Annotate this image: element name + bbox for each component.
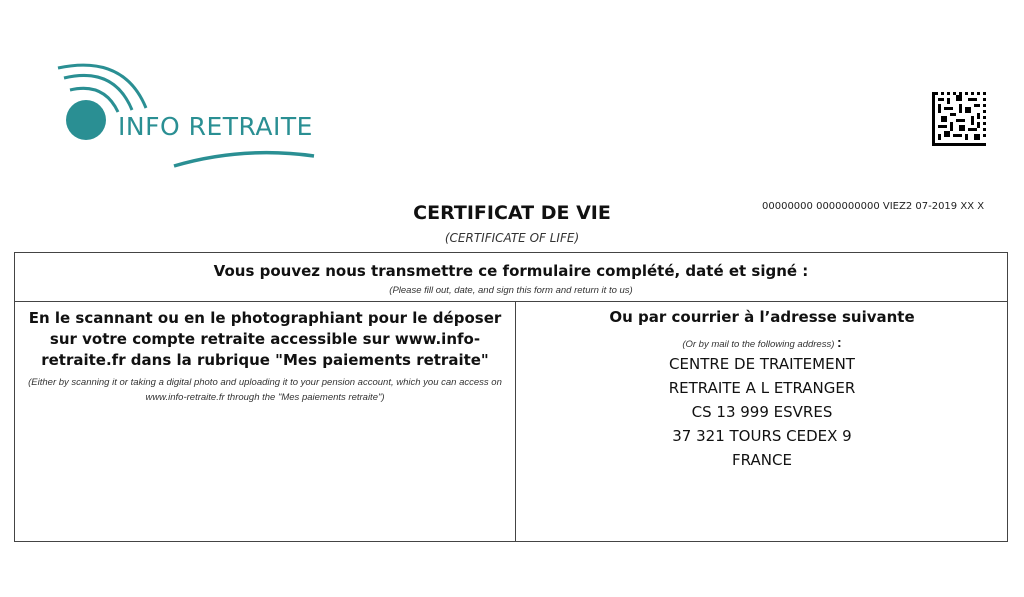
- instructions-heading-en: (Please fill out, date, and sign this form and return it to us): [389, 285, 633, 296]
- mail-option-subtitle-en: (Or by mail to the following address): [682, 339, 835, 350]
- instructions-box: [14, 252, 1008, 542]
- online-option: [15, 302, 516, 541]
- online-option-text: En le scannant ou en le photographiant pour le déposer sur votre compte retraite accessible sur www.info-retraite.fr dans la rubrique "Mes paiements retraite": [28, 309, 502, 369]
- logo-text: INFO RETRAITE: [118, 112, 313, 141]
- instructions-heading: Vous pouvez nous transmettre ce formulaire complété, daté et signé :: [213, 262, 809, 280]
- online-option-text-en: (Either by scanning it or taking a digital photo and uploading it to your pension account, which you can access on www.info-retraite.fr through the "Mes paiements retraite"): [28, 377, 502, 403]
- page-title: CERTIFICAT DE VIE: [413, 202, 611, 224]
- datamatrix-barcode: [932, 92, 986, 146]
- form-reference: 00000000 0000000000 VIEZ2 07-2019 XX X: [762, 201, 985, 212]
- address-line: CENTRE DE TRAITEMENT: [669, 355, 855, 373]
- address-line: 37 321 TOURS CEDEX 9: [672, 427, 852, 445]
- info-retraite-logo: [52, 60, 322, 175]
- mail-option: [517, 302, 1007, 541]
- instructions-header: [15, 253, 1007, 302]
- mail-option-title: Ou par courrier à l’adresse suivante: [609, 308, 915, 326]
- mail-option-colon: :: [837, 334, 842, 350]
- address-line: RETRAITE A L ETRANGER: [668, 379, 856, 397]
- address-line: CS 13 999 ESVRES: [691, 403, 833, 421]
- mail-option-subtitle: [517, 334, 1007, 350]
- address-line: FRANCE: [732, 451, 792, 469]
- page-subtitle: (CERTIFICATE OF LIFE): [444, 231, 580, 245]
- mailing-address: [517, 352, 1007, 472]
